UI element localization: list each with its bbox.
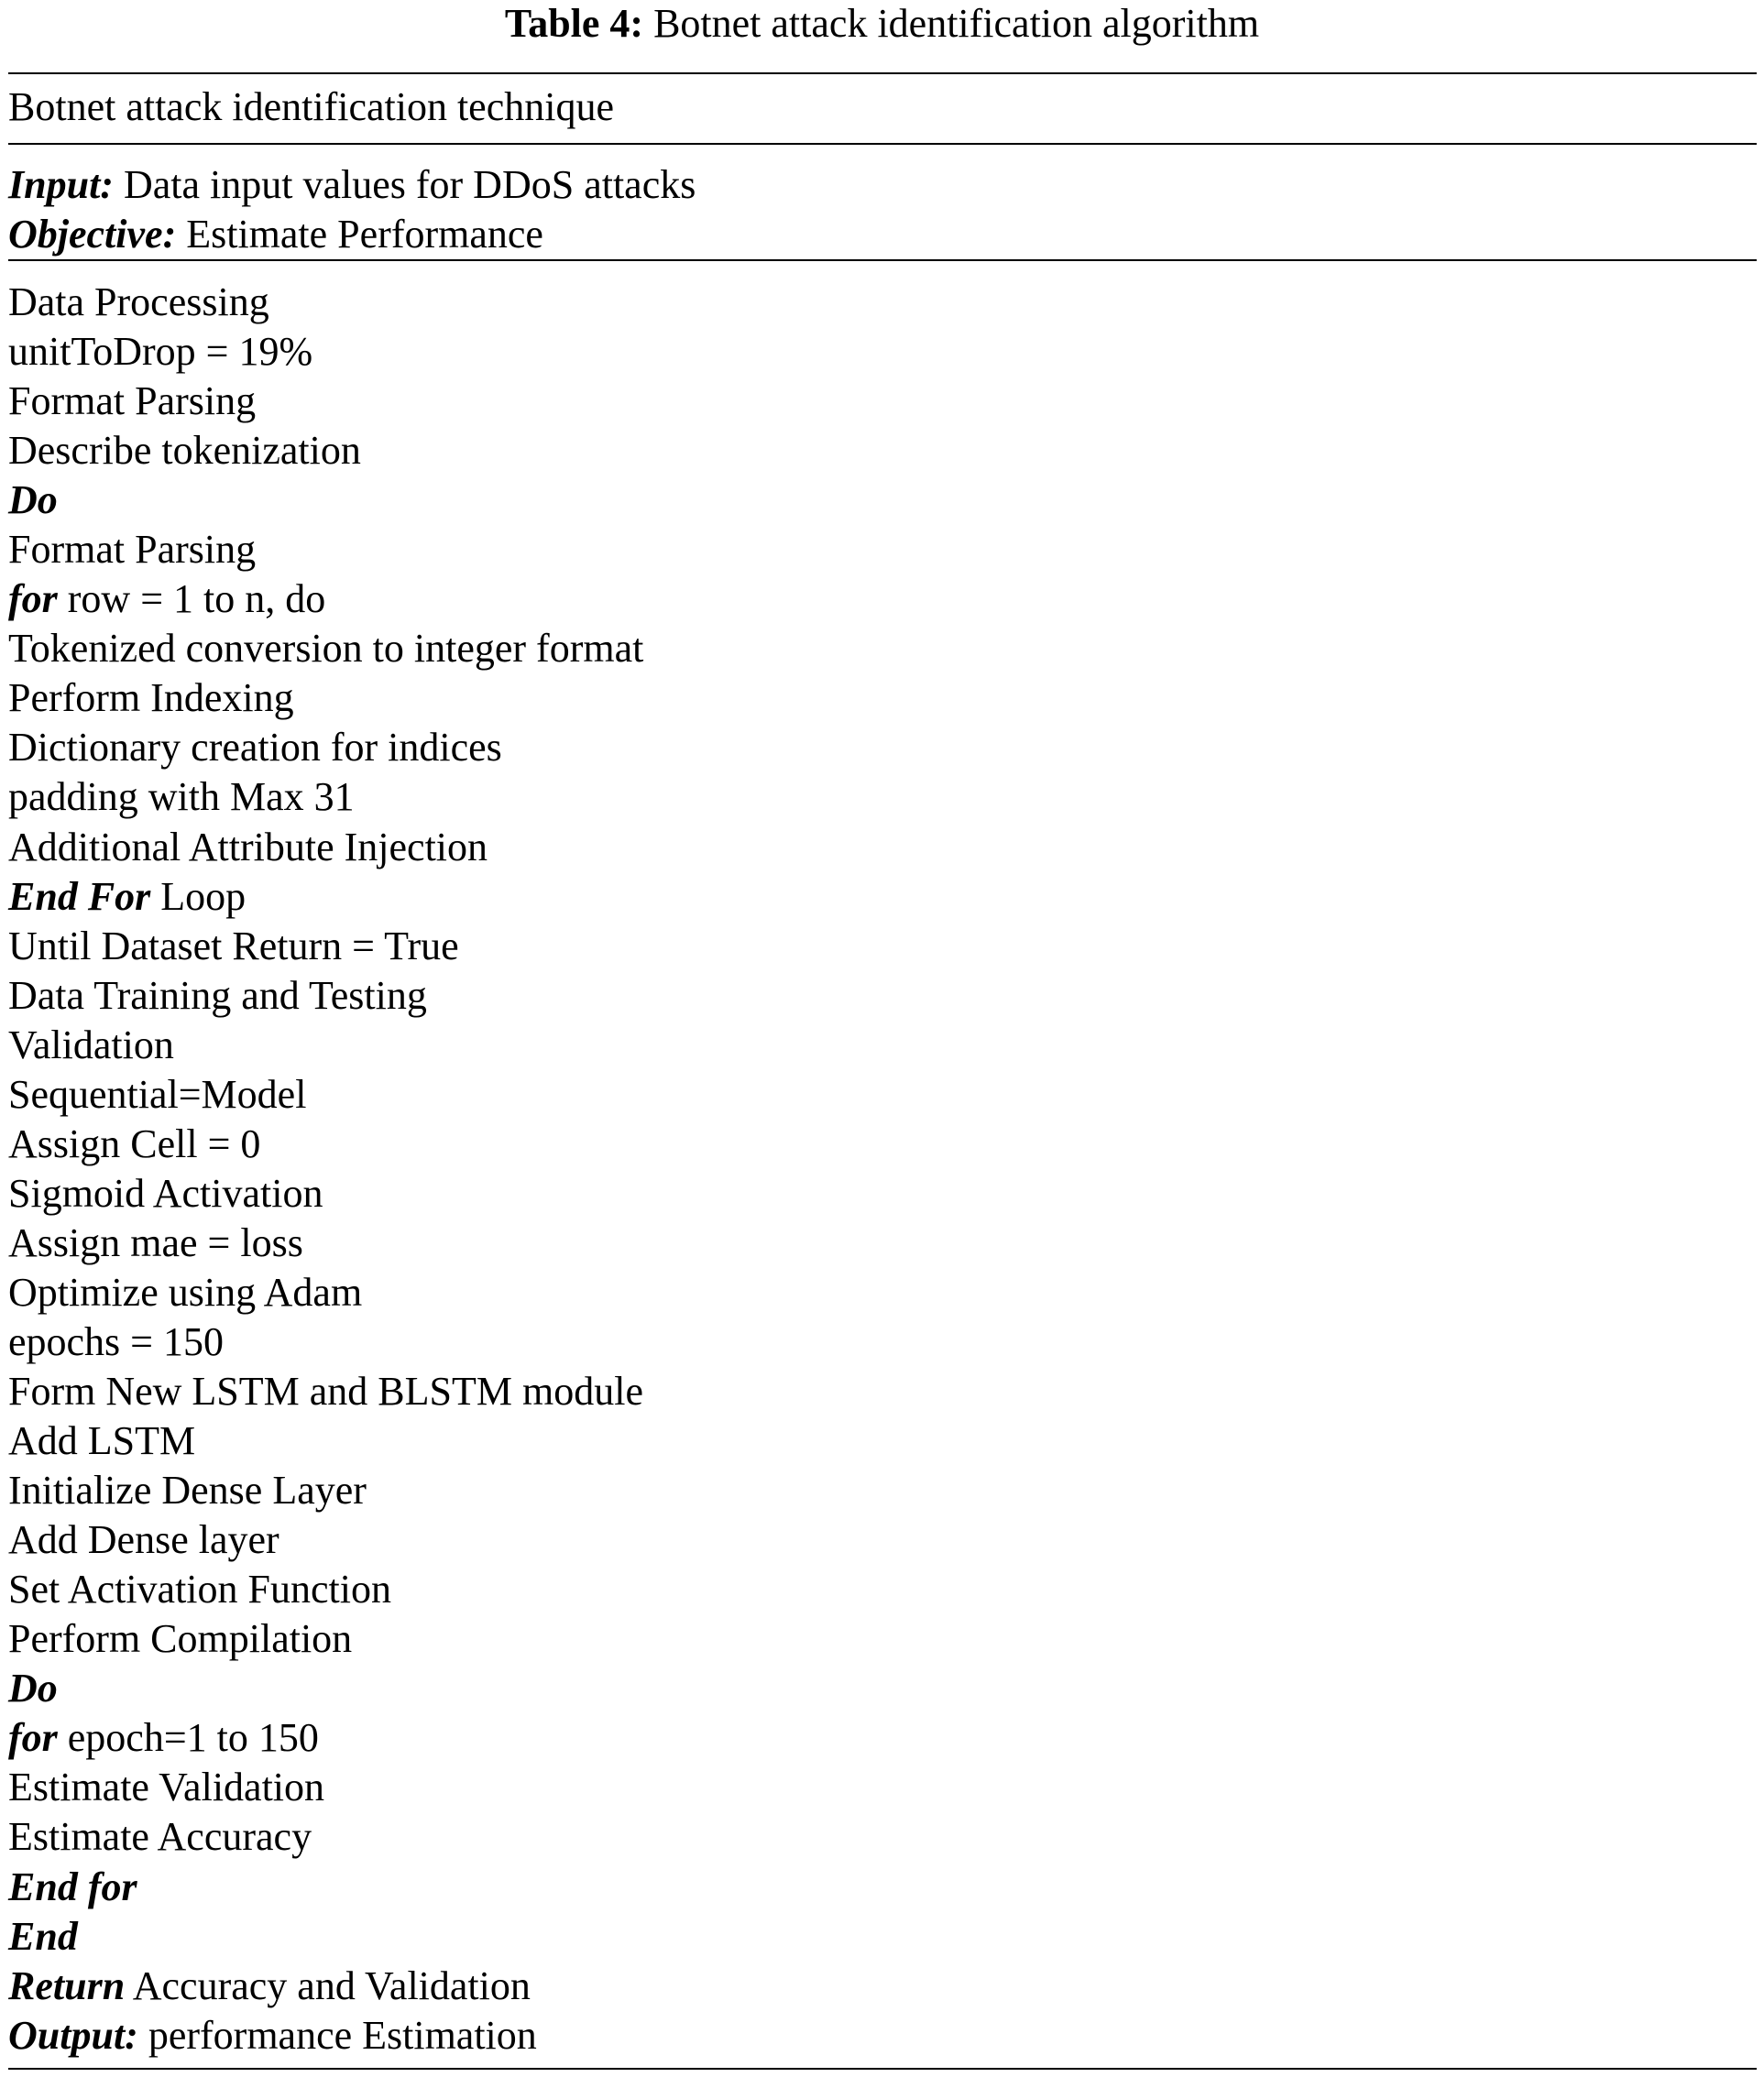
algorithm-line <box>8 673 643 723</box>
algorithm-text: Tokenized conversion to integer format <box>8 626 644 672</box>
input-text: Data input values for DDoS attacks <box>123 162 696 207</box>
algorithm-text: Format Parsing <box>8 527 257 573</box>
algorithm-text: Sequential=Model <box>8 1071 307 1117</box>
algorithm-line <box>8 476 643 525</box>
algorithm-keyword: Output: <box>8 2012 138 2058</box>
algorithm-line <box>8 1863 643 1912</box>
header-rule <box>8 143 1757 145</box>
algorithm-text: Data Training and Testing <box>8 972 427 1018</box>
algorithm-text: Estimate Accuracy <box>8 1814 312 1860</box>
algorithm-keyword: End for <box>8 1864 137 1909</box>
algorithm-keyword: Do <box>8 1666 58 1711</box>
algorithm-text: Estimate Validation <box>8 1765 325 1810</box>
algorithm-text: Sigmoid Activation <box>8 1170 323 1216</box>
algorithm-text: Assign Cell = 0 <box>8 1120 261 1166</box>
algorithm-line <box>8 574 643 624</box>
algorithm-text: Data Processing <box>8 279 269 324</box>
algorithm-keyword: Return <box>8 1962 126 2008</box>
algorithm-line <box>8 772 643 822</box>
objective-line <box>8 210 696 259</box>
algorithm-line <box>8 1962 643 2011</box>
algorithm-line <box>8 1466 643 1515</box>
input-keyword: Input: <box>8 162 114 207</box>
algorithm-line <box>8 823 643 872</box>
algorithm-text: Perform Compilation <box>8 1616 353 1662</box>
table-caption-label: Table 4: <box>504 1 644 46</box>
algorithm-line <box>8 1614 643 1664</box>
algorithm-line <box>8 971 643 1021</box>
algorithm-line <box>8 1120 643 1169</box>
algorithm-keyword: End For <box>8 873 151 919</box>
algorithm-line <box>8 1515 643 1565</box>
algorithm-text: Dictionary creation for indices <box>8 725 502 771</box>
io-rule <box>8 259 1757 261</box>
algorithm-keyword: Do <box>8 477 58 523</box>
algorithm-line <box>8 1565 643 1614</box>
algorithm-text: padding with Max 31 <box>8 774 355 820</box>
algorithm-text: performance Estimation <box>148 2012 537 2058</box>
algorithm-line <box>8 1367 643 1416</box>
algorithm-line <box>8 1021 643 1070</box>
objective-keyword: Objective: <box>8 212 177 257</box>
algorithm-line <box>8 1763 643 1812</box>
algorithm-line <box>8 872 643 922</box>
algorithm-line <box>8 278 643 327</box>
algorithm-line <box>8 1713 643 1763</box>
algorithm-line <box>8 327 643 377</box>
algorithm-line <box>8 1268 643 1317</box>
algorithm-text: Loop <box>160 873 247 919</box>
algorithm-line <box>8 1812 643 1862</box>
algorithm-line <box>8 624 643 673</box>
algorithm-keyword: for <box>8 576 58 622</box>
algorithm-text: Initialize Dense Layer <box>8 1468 367 1514</box>
objective-text: Estimate Performance <box>186 212 543 257</box>
algorithm-line <box>8 1219 643 1268</box>
algorithm-text: epochs = 150 <box>8 1318 224 1364</box>
algorithm-text: Additional Attribute Injection <box>8 824 488 869</box>
algorithm-line <box>8 426 643 476</box>
algorithm-line <box>8 1416 643 1466</box>
algorithm-line <box>8 525 643 574</box>
algorithm-keyword: for <box>8 1715 58 1761</box>
algorithm-line <box>8 1070 643 1120</box>
algorithm-text: Validation <box>8 1022 174 1067</box>
algorithm-keyword: End <box>8 1913 78 1959</box>
algorithm-text: Add Dense layer <box>8 1517 279 1563</box>
io-block <box>8 160 696 259</box>
algorithm-text: row = 1 to n, do <box>67 576 326 622</box>
algorithm-steps <box>8 278 643 2061</box>
algorithm-line <box>8 723 643 772</box>
algorithm-text: Assign mae = loss <box>8 1219 303 1265</box>
algorithm-line <box>8 922 643 971</box>
algorithm-text: Set Activation Function <box>8 1567 391 1612</box>
algorithm-line <box>8 1912 643 1962</box>
algorithm-text: epoch=1 to 150 <box>67 1715 319 1761</box>
algorithm-text: Optimize using Adam <box>8 1269 363 1315</box>
algorithm-text: Describe tokenization <box>8 428 361 474</box>
bottom-rule <box>8 2068 1757 2070</box>
algorithm-text: Perform Indexing <box>8 675 294 721</box>
algorithm-text: unitToDrop = 19% <box>8 329 313 375</box>
algorithm-text: Add LSTM <box>8 1418 196 1464</box>
algorithm-line <box>8 1317 643 1367</box>
algorithm-text: Form New LSTM and BLSTM module <box>8 1369 643 1415</box>
algorithm-line <box>8 377 643 426</box>
algorithm-line <box>8 1169 643 1219</box>
algorithm-text: Until Dataset Return = True <box>8 923 459 968</box>
input-line <box>8 160 696 210</box>
table-caption-title: Botnet attack identification algorithm <box>653 1 1260 46</box>
table-caption <box>0 0 1764 48</box>
algorithm-line <box>8 1664 643 1713</box>
algorithm-text: Format Parsing <box>8 378 257 424</box>
table-header: Botnet attack identification technique <box>8 84 614 129</box>
algorithm-line <box>8 2011 643 2061</box>
top-rule <box>8 72 1757 74</box>
algorithm-text: Accuracy and Validation <box>132 1962 531 2008</box>
